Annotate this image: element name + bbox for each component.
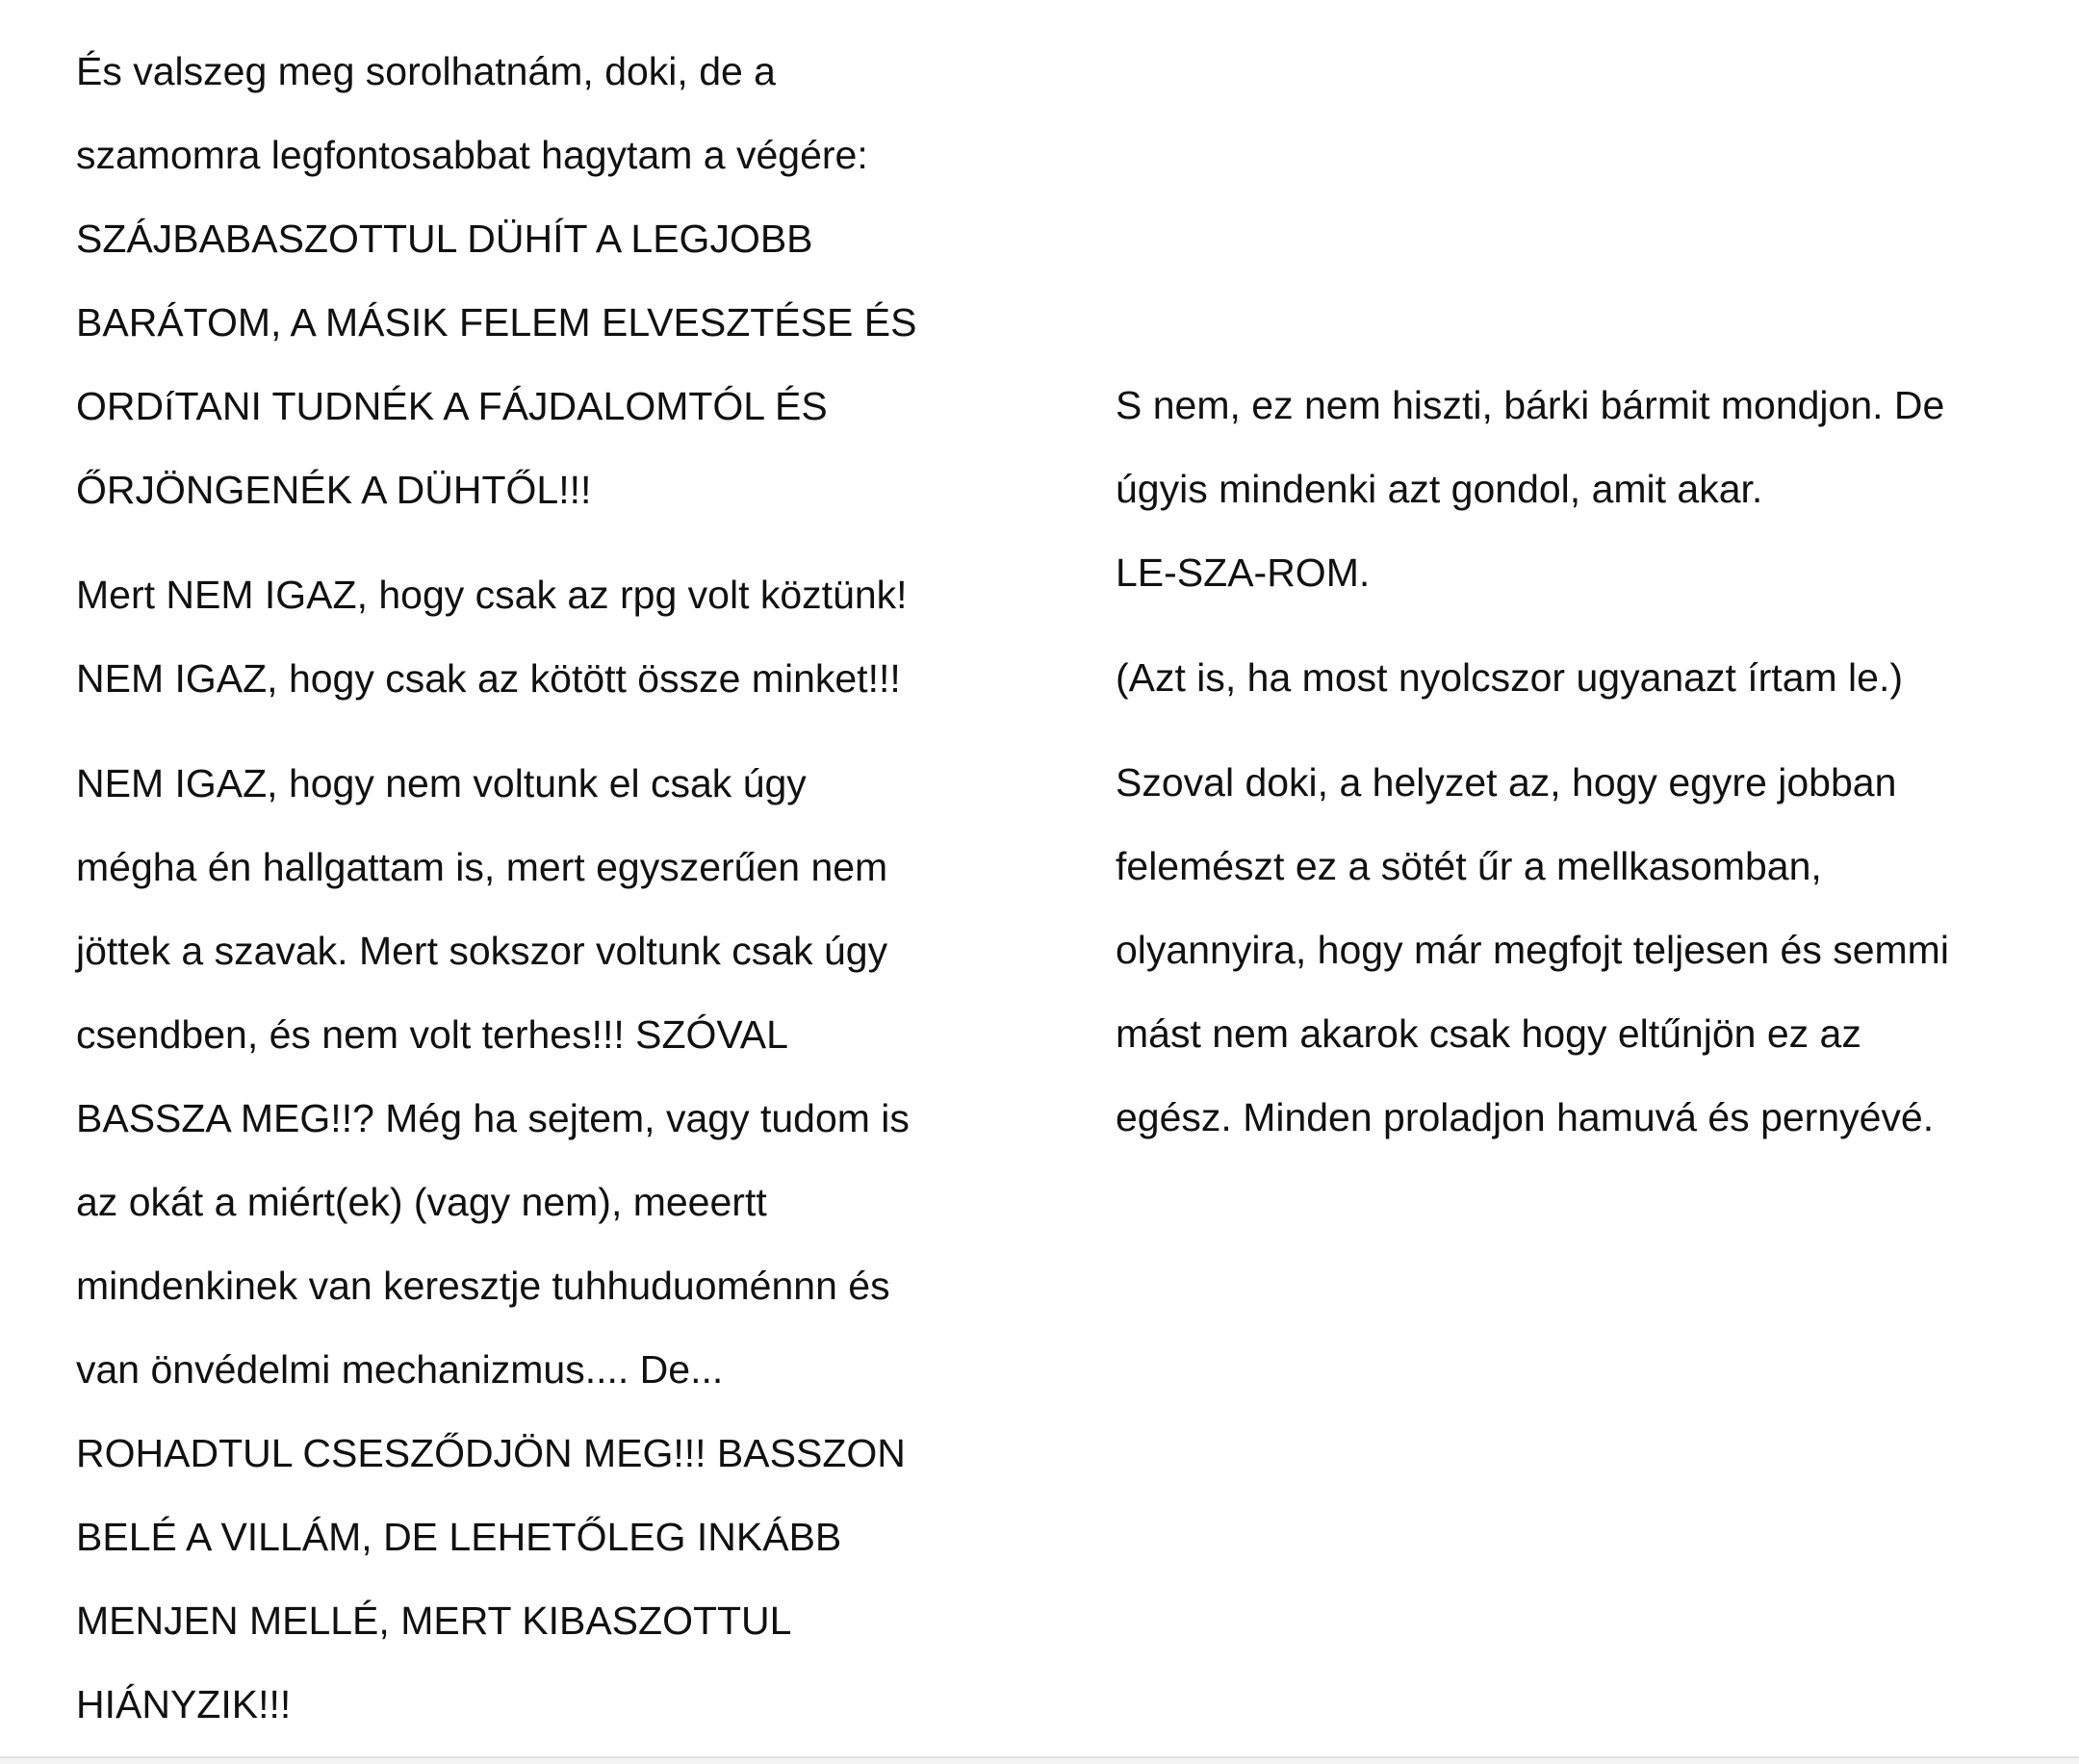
text-line: BELÉ A VILLÁM, DE LEHETŐLEG INKÁBB xyxy=(76,1515,842,1559)
text-line: ROHADTUL CSESZŐDJÖN MEG!!! BASSZON xyxy=(76,1431,906,1475)
text-line: LE-SZA-ROM. xyxy=(1116,550,1371,595)
text-line: MENJEN MELLÉ, MERT KIBASZOTTUL xyxy=(76,1598,792,1643)
text-line: olyannyira, hogy már megfojt teljesen és semmi xyxy=(1116,928,1949,972)
text-line: csendben, és nem volt terhes!!! SZÓVAL xyxy=(76,1012,788,1057)
left-paragraph-3 xyxy=(76,742,1039,1747)
left-paragraph-1 xyxy=(76,30,1039,532)
text-line: Szoval doki, a helyzet az, hogy egyre jobban xyxy=(1116,760,1897,805)
text-line: És valszeg meg sorolhatnám, doki, de a xyxy=(76,49,776,93)
right-paragraph-1 xyxy=(1116,364,2078,615)
paragraph-gap xyxy=(1116,615,2078,636)
text-line: BARÁTOM, A MÁSIK FELEM ELVESZTÉSE ÉS xyxy=(76,300,917,345)
text-line: felemészt ez a sötét űr a mellkasomban, xyxy=(1116,844,1822,888)
paragraph-gap xyxy=(76,721,1039,742)
text-line: ORDíTANI TUDNÉK A FÁJDALOMTÓL ÉS xyxy=(76,384,828,428)
text-line: S nem, ez nem hiszti, bárki bármit mondjon. De xyxy=(1116,383,1945,427)
paragraph-gap xyxy=(1116,720,2078,741)
text-line: SZÁJBABASZOTTUL DÜHÍT A LEGJOBB xyxy=(76,217,813,261)
right-text-column xyxy=(1116,364,2078,1160)
text-line: ŐRJÖNGENÉK A DÜHTŐL!!! xyxy=(76,468,592,512)
text-line: BASSZA MEG!!? Még ha sejtem, vagy tudom is xyxy=(76,1096,910,1140)
text-line: mindenkinek van keresztje tuhhuduoménnn és xyxy=(76,1264,890,1308)
text-line: (Azt is, ha most nyolcszor ugyanazt írtam le.) xyxy=(1116,655,1903,700)
text-line: mást nem akarok csak hogy eltűnjön ez az xyxy=(1116,1011,1861,1056)
left-paragraph-2 xyxy=(76,553,1039,721)
text-line: van önvédelmi mechanizmus.... De... xyxy=(76,1347,724,1392)
text-line: úgyis mindenki azt gondol, amit akar. xyxy=(1116,467,1763,511)
text-line: jöttek a szavak. Mert sokszor voltunk csak úgy xyxy=(76,929,888,973)
right-paragraph-3 xyxy=(1116,741,2078,1160)
text-line: szamomra legfontosabbat hagytam a végére: xyxy=(76,133,868,177)
text-line: egész. Minden proladjon hamuvá és pernyévé. xyxy=(1116,1095,1935,1139)
page-bottom-divider xyxy=(0,1756,2079,1764)
text-line: Mert NEM IGAZ, hogy csak az rpg volt köztünk! xyxy=(76,573,908,617)
text-line: NEM IGAZ, hogy nem voltunk el csak úgy xyxy=(76,761,807,805)
text-line: HIÁNYZIK!!! xyxy=(76,1682,292,1726)
left-text-column xyxy=(76,30,1039,1747)
right-paragraph-2 xyxy=(1116,636,2078,720)
text-line: az okát a miért(ek) (vagy nem), meeertt xyxy=(76,1180,767,1224)
text-line: mégha én hallgattam is, mert egyszerűen nem xyxy=(76,845,888,889)
text-line: NEM IGAZ, hogy csak az kötött össze minket!!! xyxy=(76,656,901,701)
paragraph-gap xyxy=(76,532,1039,553)
